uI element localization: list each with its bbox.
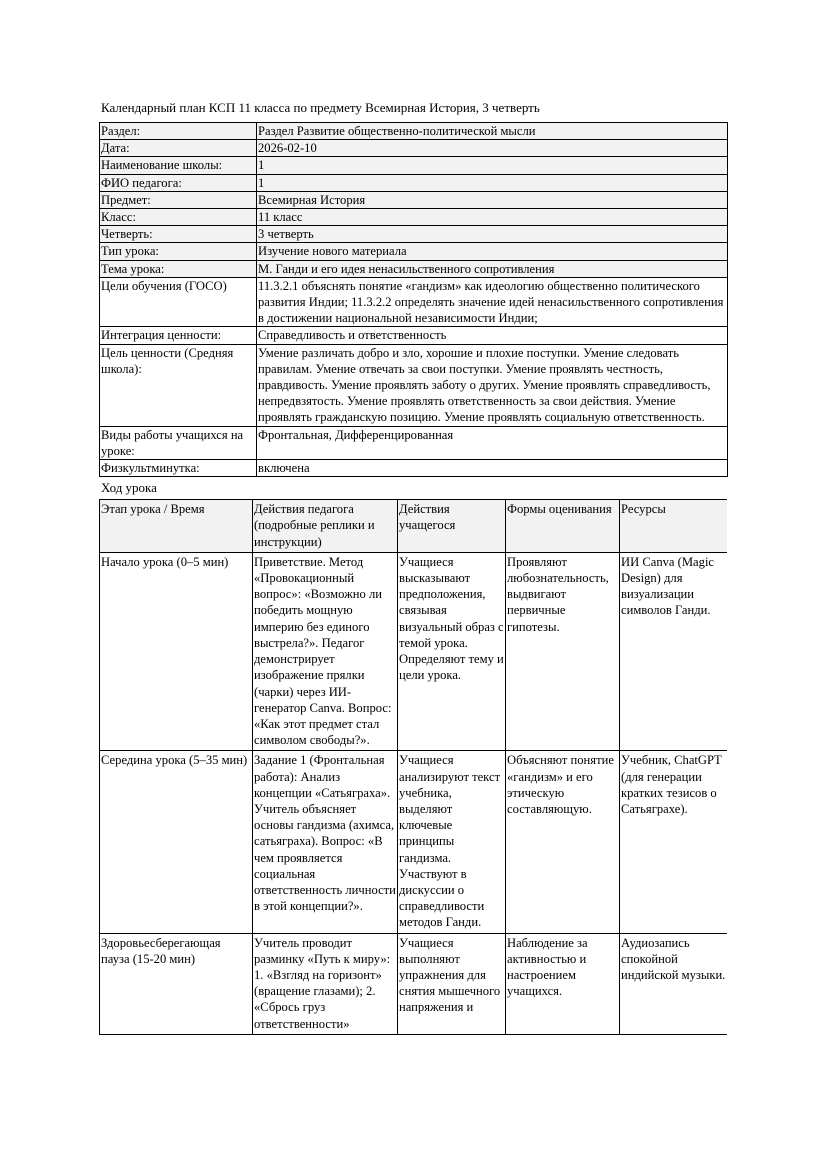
info-value: включена	[257, 460, 728, 477]
info-key: Физкультминутка:	[100, 460, 257, 477]
info-key: Класс:	[100, 209, 257, 226]
plan-cell: Начало урока (0–5 мин)	[100, 552, 253, 750]
info-key: Наименование школы:	[100, 157, 257, 174]
info-value: Всемирная История	[257, 191, 728, 208]
info-row	[100, 426, 728, 459]
plan-cell: Аудиозапись спокойной индийской музыки.	[620, 933, 728, 1034]
plan-header-cell: Ресурсы	[620, 500, 728, 553]
plan-row	[100, 751, 728, 933]
info-row	[100, 157, 728, 174]
plan-cell: Приветствие. Метод «Провокационный вопрос»: «Возможно ли победить мощную империю без единого выстрела?». Педагог демонстрирует изображение прялки (чарки) через ИИ-генератор Canva. Вопрос: «Как этот предмет стал символом свободы?».	[253, 552, 398, 750]
info-key: Предмет:	[100, 191, 257, 208]
plan-header-cell: Формы оценивания	[506, 500, 620, 553]
info-row	[100, 209, 728, 226]
info-value: Изучение нового материала	[257, 243, 728, 260]
info-row	[100, 123, 728, 140]
plan-cell: Здоровьесберегающая пауза (15-20 мин)	[100, 933, 253, 1034]
info-key: Тема урока:	[100, 260, 257, 277]
info-row	[100, 344, 728, 426]
info-key: Тип урока:	[100, 243, 257, 260]
info-row	[100, 191, 728, 208]
info-key: Виды работы учащихся на уроке:	[100, 426, 257, 459]
info-row	[100, 277, 728, 327]
info-row	[100, 140, 728, 157]
info-value: 3 четверть	[257, 226, 728, 243]
info-value: Умение различать добро и зло, хорошие и плохие поступки. Умение следовать правилам. Умение отвечать за свои поступки. Умение проявлять честность, правдивость. Умение проявлять заботу о других. Умение проявлять справедливость, непредвзятость. Умение проявлять ответственность за свои действия. Умение проявлять гражданскую позицию. Умение проявлять социальную ответственность.	[257, 344, 728, 426]
info-value: 2026-02-10	[257, 140, 728, 157]
info-value: 1	[257, 174, 728, 191]
plan-cell: Учащиеся высказывают предположения, связывая визуальный образ с темой урока. Определяют тему и цели урока.	[398, 552, 506, 750]
info-key: Интеграция ценности:	[100, 327, 257, 344]
plan-cell: Учащиеся выполняют упражнения для снятия мышечного напряжения и	[398, 933, 506, 1034]
plan-cell: Учащиеся анализируют текст учебника, выделяют ключевые принципы гандизма. Участвуют в дискуссии о справедливости методов Ганди.	[398, 751, 506, 933]
plan-cell: Учебник, ChatGPT (для генерации кратких тезисов о Сатьяграхе).	[620, 751, 728, 933]
info-value: Фронтальная, Дифференцированная	[257, 426, 728, 459]
lesson-plan-table	[99, 499, 727, 1035]
plan-cell: Проявляют любознательность, выдвигают первичные гипотезы.	[506, 552, 620, 750]
plan-cell: Наблюдение за активностью и настроением учащихся.	[506, 933, 620, 1034]
info-row	[100, 226, 728, 243]
plan-cell: ИИ Canva (Magic Design) для визуализации символов Ганди.	[620, 552, 728, 750]
info-key: Цели обучения (ГОСО)	[100, 277, 257, 327]
plan-header-row	[100, 500, 728, 553]
plan-header-cell: Этап урока / Время	[100, 500, 253, 553]
plan-row	[100, 933, 728, 1034]
info-row	[100, 460, 728, 477]
info-value: Раздел Развитие общественно-политической мысли	[257, 123, 728, 140]
plan-cell: Середина урока (5–35 мин)	[100, 751, 253, 933]
info-key: Дата:	[100, 140, 257, 157]
section-title: Ход урока	[101, 480, 157, 496]
lesson-info-table	[99, 122, 728, 477]
plan-header-cell: Действия учащегося	[398, 500, 506, 553]
plan-header-cell: Действия педагога (подробные реплики и инструкции)	[253, 500, 398, 553]
info-value: 11 класс	[257, 209, 728, 226]
document-page	[99, 99, 727, 1045]
info-row	[100, 174, 728, 191]
plan-cell: Задание 1 (Фронтальная работа): Анализ концепции «Сатьяграха». Учитель объясняет основы гандизма (ахимса, сатьяграха). Вопрос: «В чем проявляется социальная ответственность личности в этой концепции?».	[253, 751, 398, 933]
info-row	[100, 260, 728, 277]
info-value: 1	[257, 157, 728, 174]
info-row	[100, 327, 728, 344]
plan-cell: Учитель проводит разминку «Путь к миру»: 1. «Взгляд на горизонт» (вращение глазами); 2. «Сбрось груз ответственности»	[253, 933, 398, 1034]
info-value: Справедливость и ответственность	[257, 327, 728, 344]
info-row	[100, 243, 728, 260]
plan-cell: Объясняют понятие «гандизм» и его этическую составляющую.	[506, 751, 620, 933]
info-value: М. Ганди и его идея ненасильственного сопротивления	[257, 260, 728, 277]
info-key: Цель ценности (Средняя школа):	[100, 344, 257, 426]
info-value: 11.3.2.1 объяснять понятие «гандизм» как идеологию общественно политического развития Индии; 11.3.2.2 определять значение идей ненасильственного сопротивления в достижении национальной независимости Индии;	[257, 277, 728, 327]
info-key: ФИО педагога:	[100, 174, 257, 191]
info-key: Четверть:	[100, 226, 257, 243]
plan-row	[100, 552, 728, 750]
document-title: Календарный план КСП 11 класса по предмету Всемирная История, 3 четверть	[101, 100, 540, 115]
plan-table-wrapper	[99, 499, 727, 1045]
info-key: Раздел:	[100, 123, 257, 140]
